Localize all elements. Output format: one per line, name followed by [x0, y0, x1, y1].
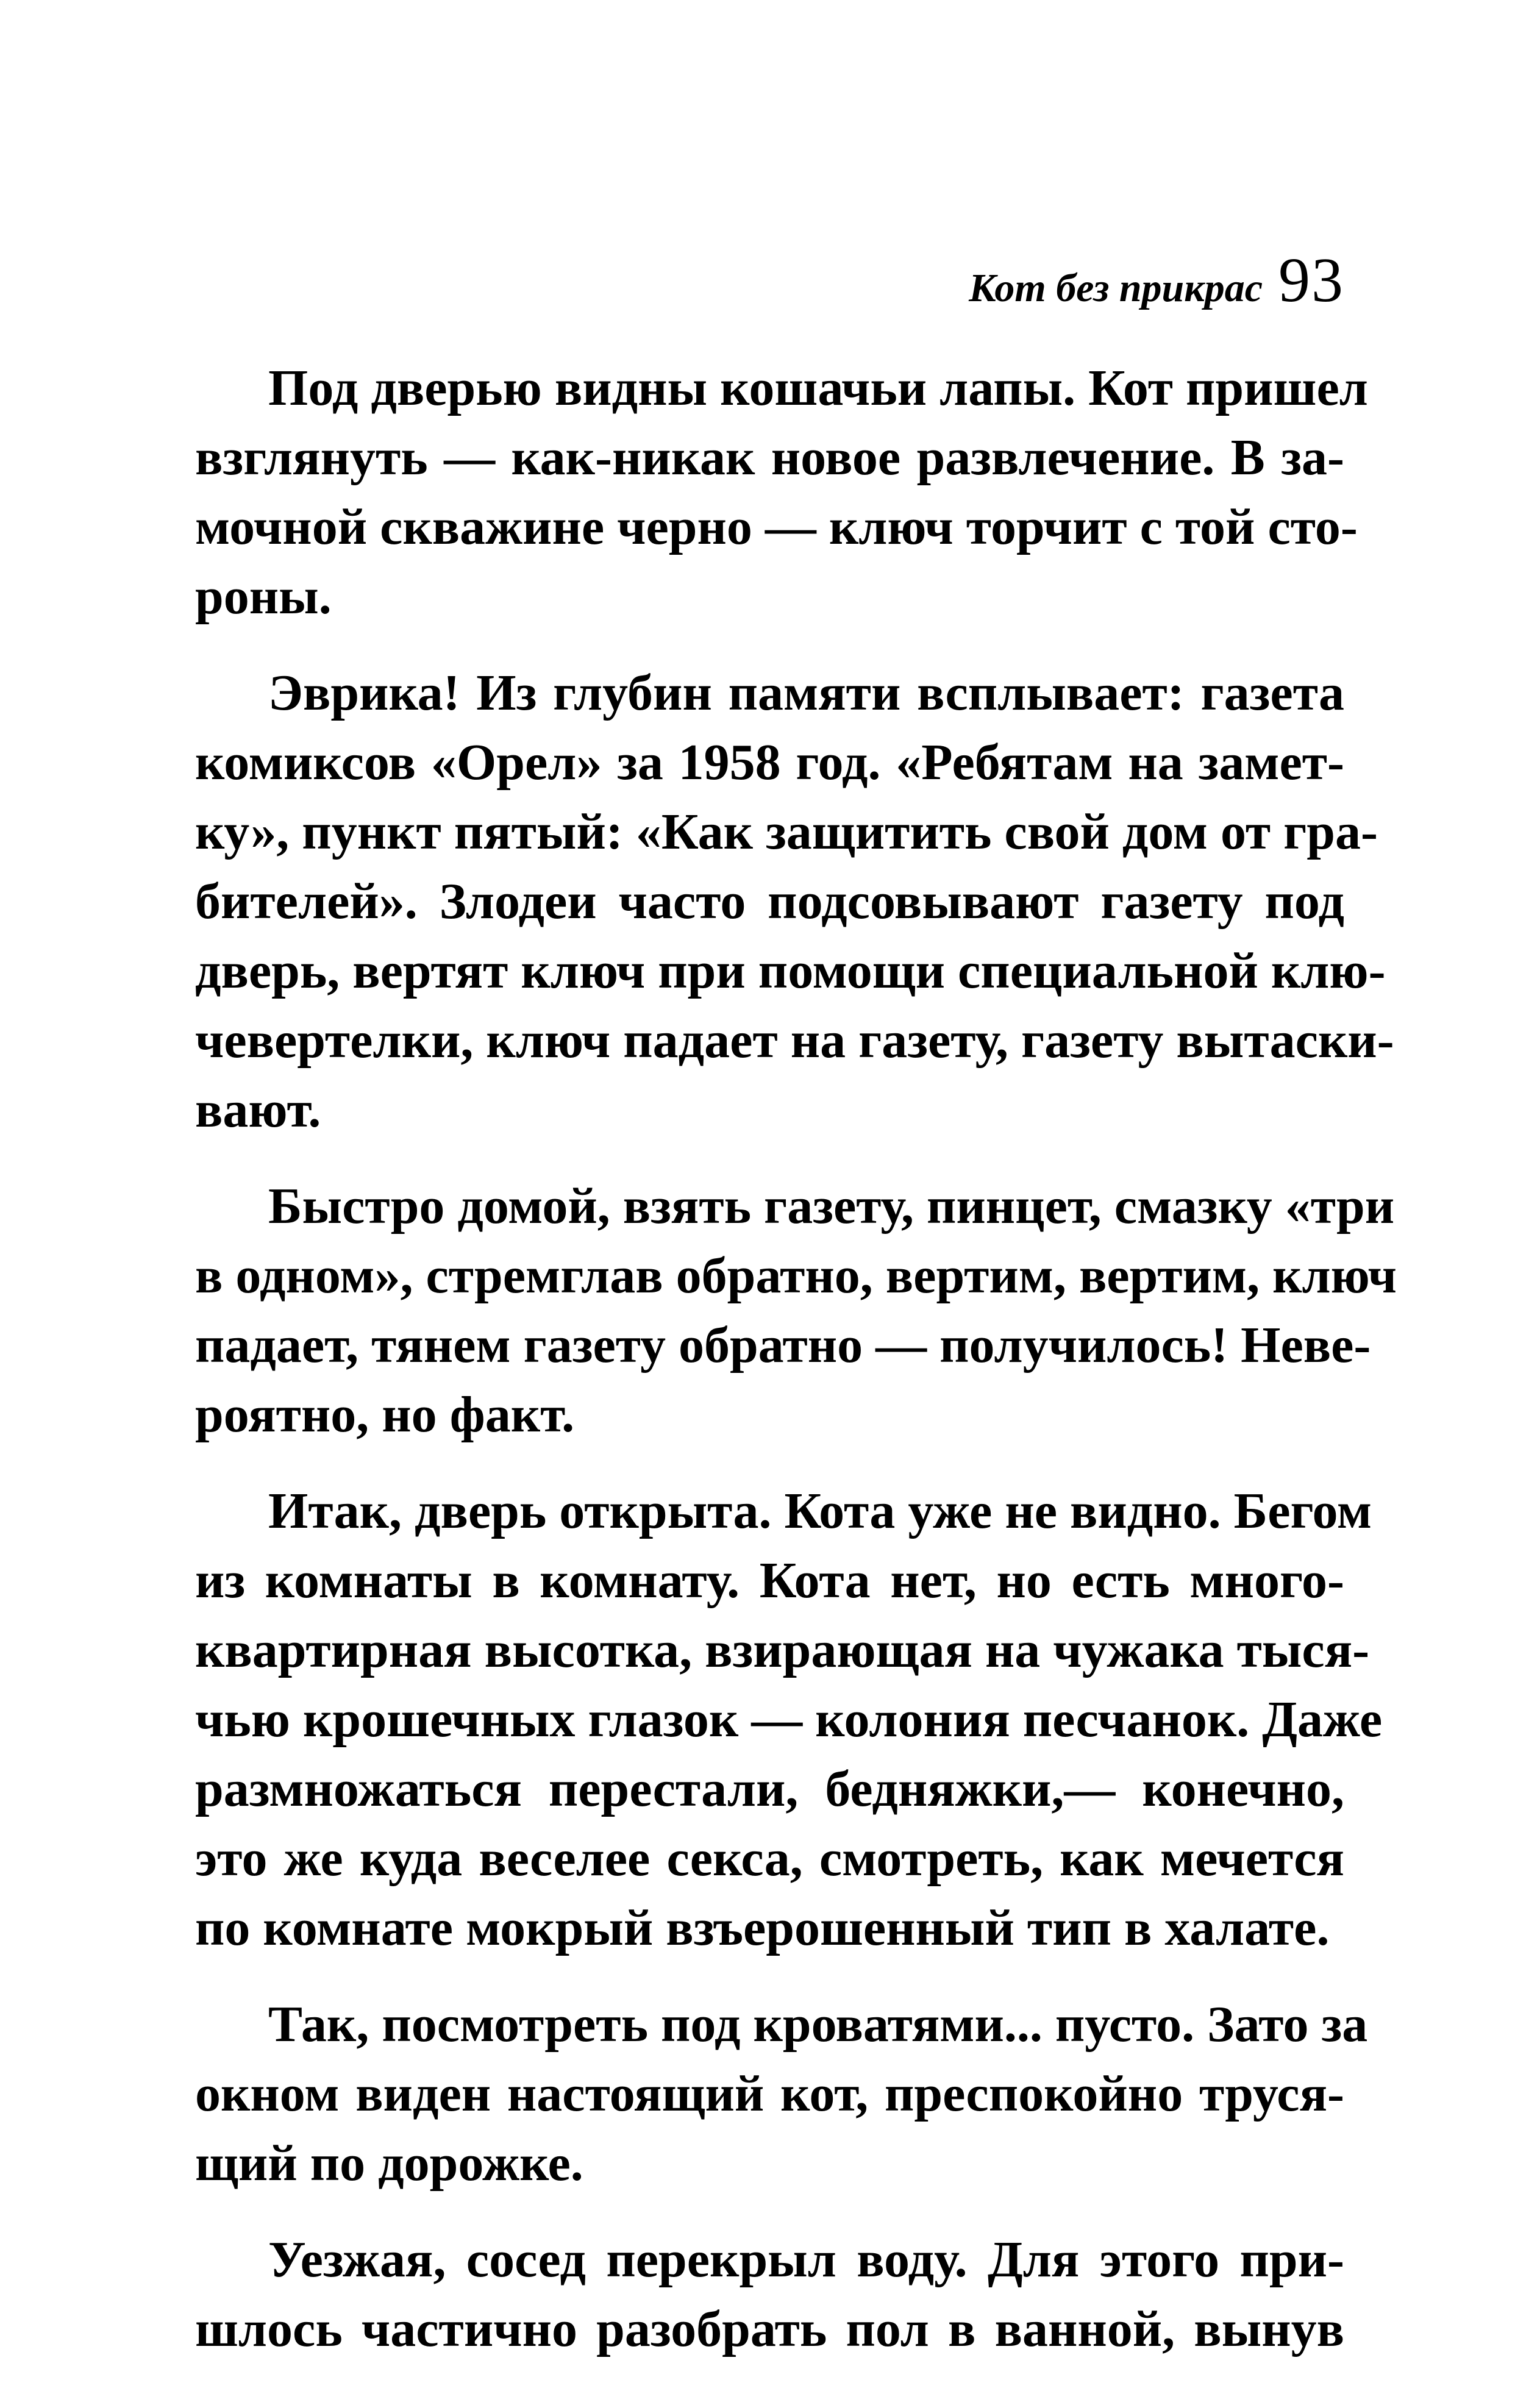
text-line: по комнате мокрый взъерошенный тип в халате. [195, 1900, 1330, 1956]
text-line: квартирная высотка, взирающая на чужака тыся- [195, 1622, 1370, 1678]
text-line: в одном», стремглав обратно, вертим, вертим, ключ [195, 1247, 1397, 1304]
text-line: дверь, вертят ключ при помощи специальной клю- [195, 943, 1386, 999]
text-line: комиксов «Орел» за 1958 год. «Ребятам на замет- [195, 734, 1344, 791]
text-line: Эврика! Из глубин памяти всплывает: газета [268, 665, 1344, 721]
paragraph-1 [195, 354, 1368, 632]
text-line: щий по дорожке. [195, 2135, 583, 2192]
text-line: чью крошечных глазок — колония песчанок. Даже [195, 1691, 1383, 1748]
body-text [195, 354, 1397, 2364]
paragraph-2 [195, 658, 1394, 1145]
text-line: роны. [195, 568, 332, 625]
text-line: Итак, дверь открыта. Кота уже не видно. Бегом [268, 1483, 1372, 1539]
text-line: взглянуть — как-никак новое развлечение. В за- [195, 429, 1344, 486]
text-line: мочной скважине черно — ключ торчит с той сто- [195, 499, 1358, 555]
text-line: ку», пункт пятый: «Как защитить свой дом от гра- [195, 804, 1378, 860]
text-line: Быстро домой, взять газету, пинцет, смазку «три [268, 1178, 1395, 1235]
paragraph-4 [195, 1477, 1383, 1963]
text-line: падает, тянем газету обратно — получилось! Неве- [195, 1317, 1371, 1374]
paragraph-6 [195, 2225, 1344, 2364]
running-head [195, 244, 1344, 326]
text-line: окном виден настоящий кот, преспокойно труся- [195, 2065, 1344, 2122]
text-line: шлось частично разобрать пол в ванной, вынув [195, 2301, 1344, 2357]
text-line: размножаться перестали, бедняжки,— конечно, [195, 1761, 1344, 1817]
text-line: из комнаты в комнату. Кота нет, но есть много- [195, 1552, 1344, 1609]
paragraph-5 [195, 1990, 1368, 2198]
running-title: Кот без прикрас [969, 266, 1263, 310]
text-line: это же куда веселее секса, смотреть, как мечется [195, 1830, 1344, 1887]
text-line: чевертелки, ключ падает на газету, газету вытаски- [195, 1012, 1394, 1069]
text-line: Под дверью видны кошачьи лапы. Кот пришел [268, 360, 1368, 416]
text-line: Так, посмотреть под кроватями... пусто. Зато за [268, 1996, 1368, 2053]
page-number: 93 [1278, 245, 1344, 315]
paragraph-3 [195, 1172, 1397, 1450]
text-line: роятно, но факт. [195, 1386, 575, 1443]
text-line: бителей». Злодеи часто подсовывают газету под [195, 873, 1344, 930]
book-page [195, 244, 1397, 2391]
text-line: вают. [195, 1081, 321, 1138]
text-line: Уезжая, сосед перекрыл воду. Для этого при- [268, 2231, 1344, 2288]
